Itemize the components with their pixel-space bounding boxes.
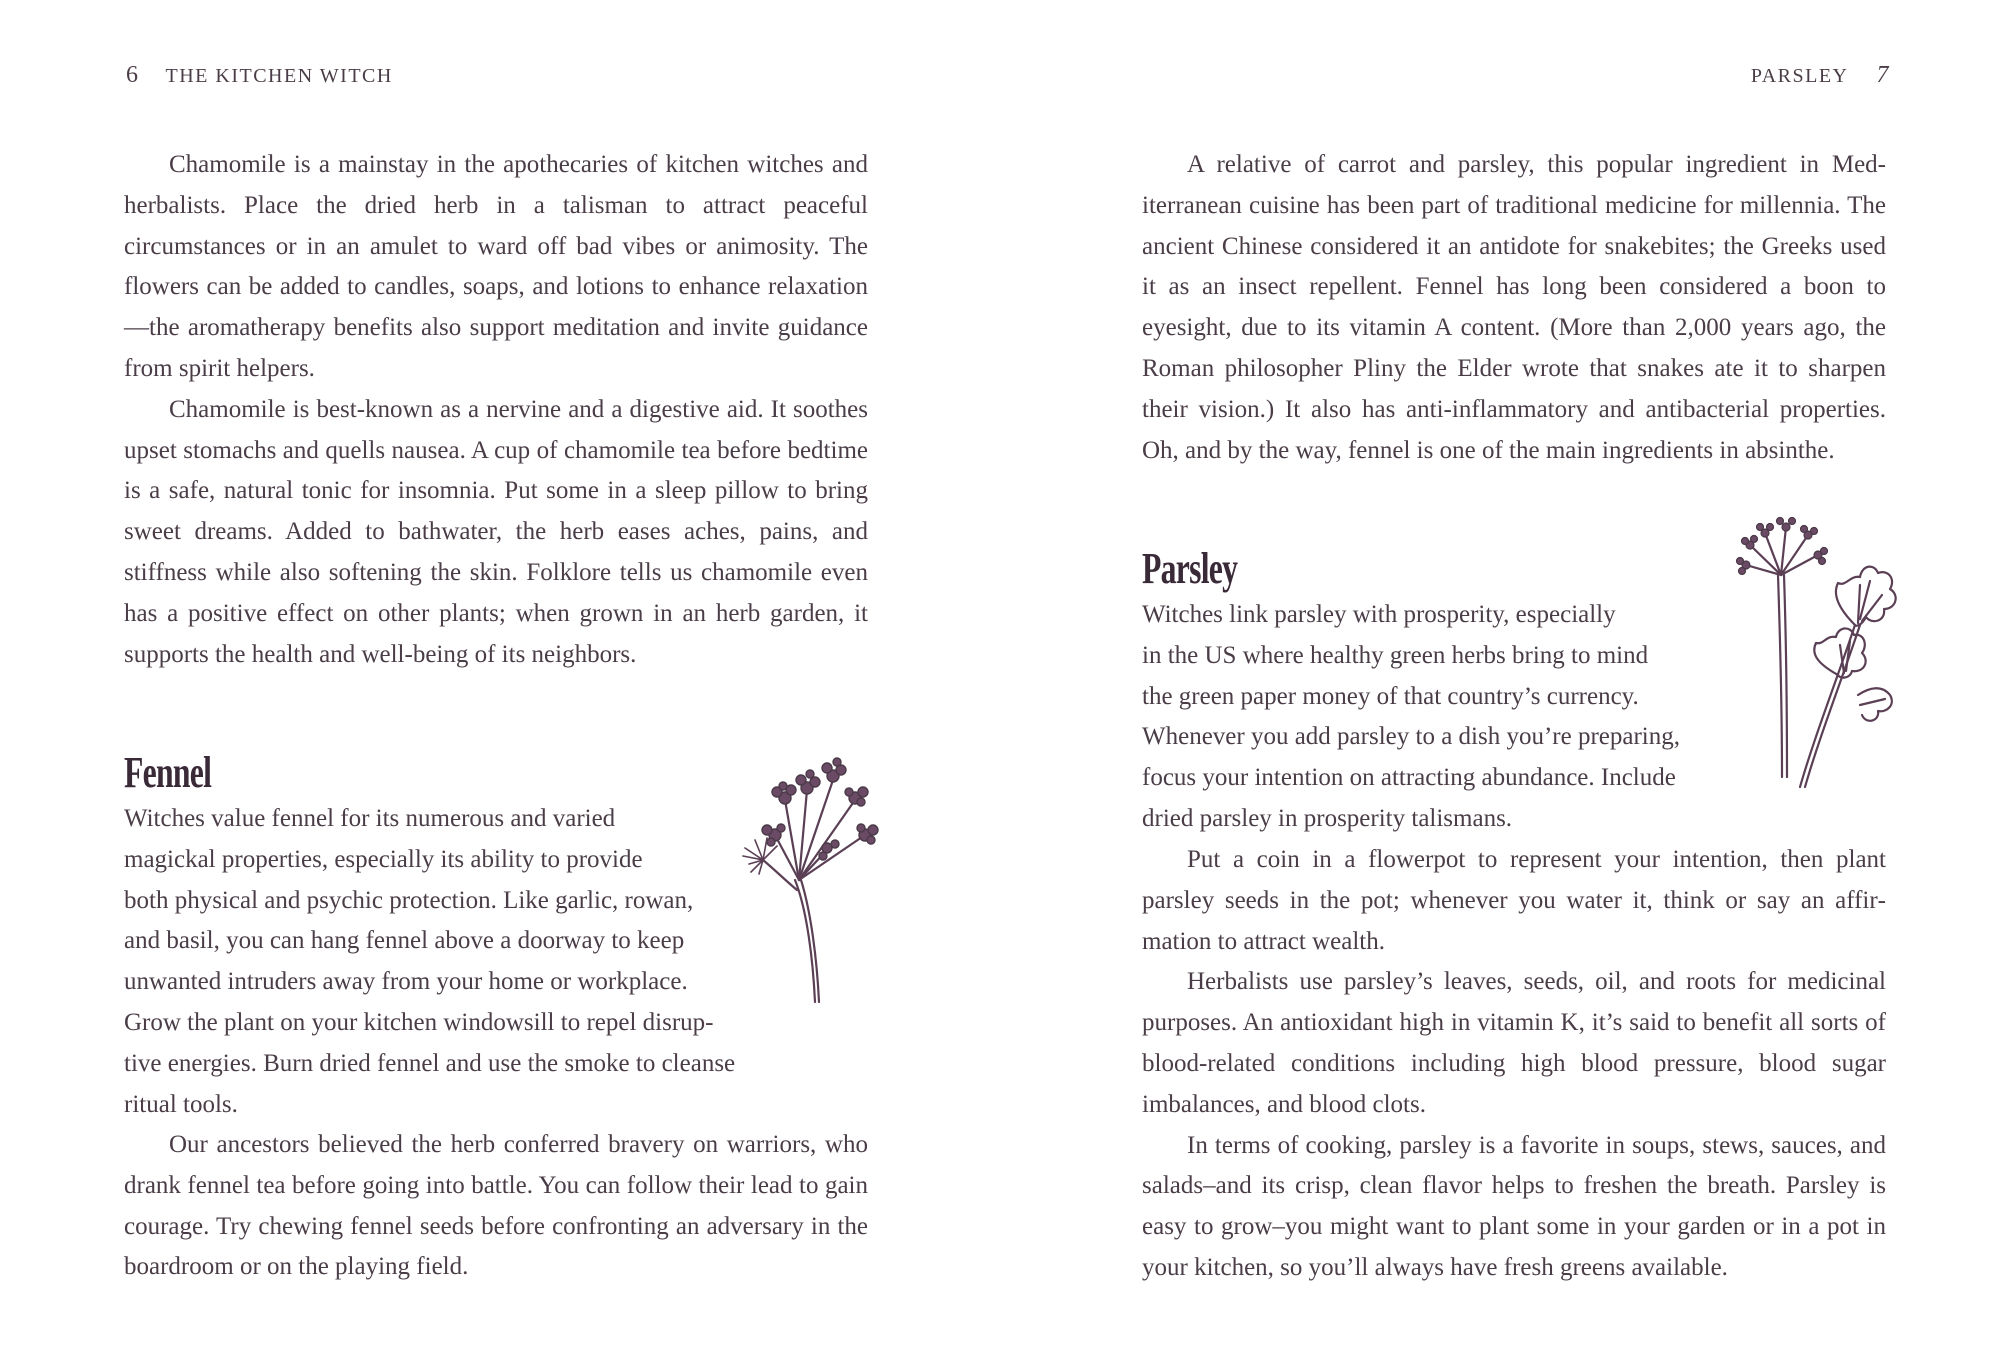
parsley-section xyxy=(1142,542,1642,596)
chamomile-paragraph-1: Chamomile is a mainstay in the apothecaries of kitchen witches and herbalists. Place the dried herb in a talisman to attract peaceful circumstances or in an amulet to ward off bad vibes or animosity. The flowers can be added to candles, soaps, and lotions to enhance relaxation—the aromatherapy benefits also support meditation and invite guidance from spirit helpers. xyxy=(124,151,868,382)
running-head-title-left: THE KITCHEN WITCH xyxy=(165,65,393,87)
running-head-title-right: PARSLEY xyxy=(1750,65,1849,87)
page-number-right: 7 xyxy=(1876,62,1890,88)
running-head-right xyxy=(1751,62,1890,89)
fennel-sprig-icon xyxy=(715,740,895,1010)
parsley-paragraph-1: Put a coin in a flowerpot to represent your intention, then plant parsley seeds in the pot; whenever you water it, think or say an affirmation to attract wealth. xyxy=(1142,846,1886,955)
parsley-line-3: the green paper money of that country’s currency. xyxy=(1142,682,1639,710)
fennel-heading: Fennel xyxy=(124,748,212,797)
chamomile-paragraph-2: Chamomile is best-known as a nervine and a digestive aid. It soothes upset stomachs and quells nausea. A cup of chamomile tea before bedtime is a safe, natural tonic for insomnia. Put some in a sleep pillow to bring sweet dreams. Added to bathwater, the herb eases aches, pains, and stiffness while also softening the skin. Folklore tells us chamomile even has a positive effect on other plants; when grown in an herb garden, it supports the health and well-being of its neighbors. xyxy=(124,395,868,668)
parsley-paragraphs-block xyxy=(1142,840,1886,1289)
page-number-left: 6 xyxy=(126,62,140,88)
parsley-paragraph-3: In terms of cooking, parsley is a favorite in soups, stews, sauces, and salads–and its crisp, clean flavor helps to freshen the breath. Parsley is easy to grow–you might want to plant some in your garden or in a pot in your kitchen, so you’ll always have fresh greens available. xyxy=(1142,1131,1886,1281)
parsley-line-1: Witches link parsley with prosperity, especially xyxy=(1142,601,1616,628)
parsley-heading: Parsley xyxy=(1142,544,1238,593)
fennel-continued-paragraph: A relative of carrot and parsley, this popular ingredient in Mediterranean cuisine has been part of traditional medicine for millennia. The ancient Chinese considered it an antidote for snakebites; the Greeks used it as an insect repellent. Fennel has long been considered a boon to eyesight, due to its vitamin A content. (More than 2,000 years ago, the Roman philosopher Pliny the Elder wrote that snakes ate it to sharpen their vision.) It also has anti-inflammatory and antibacterial properties. Oh, and by the way, fennel is one of the main ingredients in absinthe. xyxy=(1142,151,1886,464)
parsley-line-5: focus your intention on attracting abundance. Include xyxy=(1142,764,1676,792)
fennel-line-4: and basil, you can hang fennel above a doorway to keep xyxy=(124,927,685,955)
fennel-line-7: tive energies. Burn dried fennel and use the smoke to cleanse xyxy=(124,1049,736,1077)
fennel-paragraph-2-block xyxy=(124,1125,868,1288)
right-page xyxy=(1000,0,2000,1363)
parsley-wrap-text xyxy=(1142,595,1762,840)
parsley-line-6: dried parsley in prosperity talismans. xyxy=(1142,804,1513,832)
fennel-line-6: Grow the plant on your kitchen windowsill to repel disrup- xyxy=(124,1008,714,1036)
fennel-line-5: unwanted intruders away from your home or workplace. xyxy=(124,968,688,996)
fennel-paragraph-2: Our ancestors believed the herb conferred bravery on warriors, who drank fennel tea before going into battle. You can follow their lead to gain courage. Try chewing fennel seeds before confronting an adversary in the boardroom or on the playing field. xyxy=(124,1131,868,1281)
running-head-left xyxy=(126,62,393,89)
fennel-line-3: both physical and psychic protection. Like garlic, rowan, xyxy=(124,886,694,914)
fennel-continued-block xyxy=(1142,145,1886,471)
chamomile-text-block xyxy=(124,145,868,675)
parsley-paragraph-2: Herbalists use parsley’s leaves, seeds, oil, and roots for medicinal purposes. An antioxidant high in vitamin K, it’s said to benefit all sorts of blood-related conditions including high blood pressure, blood sugar imbalances, and blood clots. xyxy=(1142,968,1886,1118)
fennel-line-8: ritual tools. xyxy=(124,1090,238,1118)
parsley-sprig-icon xyxy=(1720,515,1910,805)
fennel-line-1: Witches value fennel for its numerous and varied xyxy=(124,805,616,832)
fennel-line-2: magickal properties, especially its ability to provide xyxy=(124,845,643,873)
parsley-line-4: Whenever you add parsley to a dish you’re preparing, xyxy=(1142,723,1681,751)
parsley-line-2: in the US where healthy green herbs bring to mind xyxy=(1142,641,1649,669)
